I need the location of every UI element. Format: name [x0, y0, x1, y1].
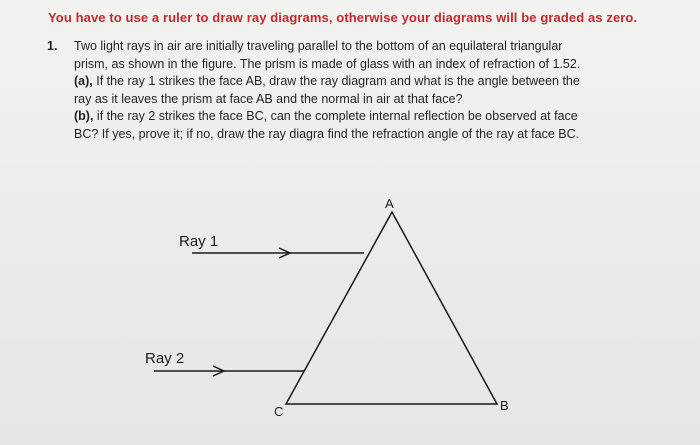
part-a-label: (a), — [74, 74, 93, 88]
vertex-b-label: B — [500, 398, 509, 413]
part-a-line-2: ray as it leaves the prism at face AB and the normal in air at that face? — [74, 91, 463, 106]
prism-triangle — [286, 212, 497, 404]
part-b-line-2: BC? If yes, prove it; if no, draw the ray diagra find the refraction angle of the ray at face BC. — [74, 126, 580, 141]
question-line-2: prism, as shown in the figure. The prism is made of glass with an index of refraction of 1.52. — [74, 56, 581, 71]
ray-1-label: Ray 1 — [179, 233, 219, 250]
vertex-c-label: C — [274, 404, 284, 419]
ray-2-label: Ray 2 — [145, 350, 185, 367]
part-b-label: (b), — [74, 109, 94, 123]
ruler-warning: You have to use a ruler to draw ray diagrams, otherwise your diagrams will be graded as zero. — [48, 10, 638, 25]
question-number: 1. — [47, 39, 58, 53]
vertex-a-label: A — [385, 196, 394, 211]
part-a-text: If the ray 1 strikes the face AB, draw the ray diagram and what is the angle between the — [92, 74, 580, 88]
question-line-1: Two light rays in air are initially traveling parallel to the bottom of an equilateral triangular — [74, 39, 563, 53]
part-b-text: if the ray 2 strikes the face BC, can the complete internal reflection be observed at face — [93, 109, 578, 123]
